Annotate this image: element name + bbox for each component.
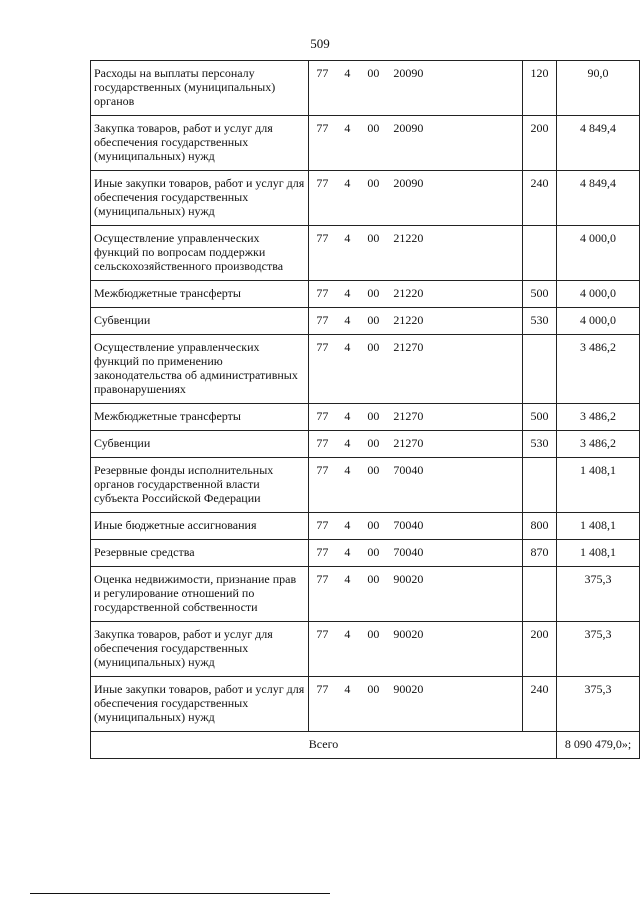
expense-type-code <box>523 335 557 404</box>
row-code <box>309 61 523 116</box>
row-code <box>309 116 523 171</box>
program-code: 77 <box>316 66 329 80</box>
item-code: 90020 <box>393 572 424 586</box>
row-code <box>309 513 523 540</box>
code-group <box>309 677 522 703</box>
row-name: Иные закупки товаров, работ и услуг для обеспечения государственных (муниципальных) нужд <box>91 677 309 732</box>
row-amount: 375,3 <box>557 622 640 677</box>
group-code: 00 <box>367 409 380 423</box>
subprogram-code: 4 <box>344 121 351 135</box>
group-code: 00 <box>367 627 380 641</box>
table-row <box>91 677 640 732</box>
group-code: 00 <box>367 518 380 532</box>
item-code: 70040 <box>393 463 424 477</box>
group-code: 00 <box>367 231 380 245</box>
item-code: 21270 <box>393 436 424 450</box>
row-amount: 4 000,0 <box>557 281 640 308</box>
group-code: 00 <box>367 340 380 354</box>
code-group <box>309 116 522 142</box>
table-row <box>91 281 640 308</box>
program-code: 77 <box>316 121 329 135</box>
item-code: 20090 <box>393 176 424 190</box>
table-row <box>91 171 640 226</box>
program-code: 77 <box>316 286 329 300</box>
group-code: 00 <box>367 572 380 586</box>
row-name: Осуществление управленческих функций по применению законодательства об административных правонарушениях <box>91 335 309 404</box>
row-code <box>309 677 523 732</box>
program-code: 77 <box>316 463 329 477</box>
row-name: Оценка недвижимости, признание прав и регулирование отношений по государственной собственности <box>91 567 309 622</box>
row-name: Межбюджетные трансферты <box>91 404 309 431</box>
item-code: 21220 <box>393 231 424 245</box>
table-row <box>91 458 640 513</box>
item-code: 70040 <box>393 518 424 532</box>
subprogram-code: 4 <box>344 436 351 450</box>
item-code: 21270 <box>393 340 424 354</box>
row-name: Иные бюджетные ассигнования <box>91 513 309 540</box>
table-row <box>91 567 640 622</box>
row-code <box>309 171 523 226</box>
total-amount: 8 090 479,0»; <box>557 732 640 759</box>
program-code: 77 <box>316 682 329 696</box>
expense-type-code: 200 <box>523 622 557 677</box>
expense-type-code: 870 <box>523 540 557 567</box>
item-code: 21220 <box>393 313 424 327</box>
row-amount: 1 408,1 <box>557 513 640 540</box>
table-row <box>91 404 640 431</box>
subprogram-code: 4 <box>344 409 351 423</box>
program-code: 77 <box>316 545 329 559</box>
row-name: Резервные средства <box>91 540 309 567</box>
item-code: 21220 <box>393 286 424 300</box>
table-row <box>91 335 640 404</box>
subprogram-code: 4 <box>344 572 351 586</box>
row-amount: 1 408,1 <box>557 540 640 567</box>
expense-type-code: 530 <box>523 431 557 458</box>
subprogram-code: 4 <box>344 463 351 477</box>
subprogram-code: 4 <box>344 340 351 354</box>
group-code: 00 <box>367 545 380 559</box>
subprogram-code: 4 <box>344 518 351 532</box>
code-group <box>309 513 522 539</box>
subprogram-code: 4 <box>344 545 351 559</box>
code-group <box>309 226 522 252</box>
subprogram-code: 4 <box>344 66 351 80</box>
program-code: 77 <box>316 627 329 641</box>
subprogram-code: 4 <box>344 231 351 245</box>
program-code: 77 <box>316 518 329 532</box>
row-amount: 4 000,0 <box>557 308 640 335</box>
code-group <box>309 622 522 648</box>
program-code: 77 <box>316 313 329 327</box>
expense-type-code: 120 <box>523 61 557 116</box>
group-code: 00 <box>367 436 380 450</box>
code-group <box>309 458 522 484</box>
row-code <box>309 335 523 404</box>
code-group <box>309 281 522 307</box>
footer-divider <box>30 893 330 894</box>
expense-type-code: 500 <box>523 404 557 431</box>
item-code: 90020 <box>393 627 424 641</box>
row-amount: 3 486,2 <box>557 431 640 458</box>
row-amount: 90,0 <box>557 61 640 116</box>
total-row <box>91 732 640 759</box>
budget-table <box>90 60 640 759</box>
row-name: Закупка товаров, работ и услуг для обеспечения государственных (муниципальных) нужд <box>91 116 309 171</box>
row-amount: 4 000,0 <box>557 226 640 281</box>
row-code <box>309 567 523 622</box>
program-code: 77 <box>316 436 329 450</box>
code-group <box>309 567 522 593</box>
expense-type-code: 530 <box>523 308 557 335</box>
row-code <box>309 308 523 335</box>
table-row <box>91 61 640 116</box>
row-code <box>309 622 523 677</box>
row-amount: 3 486,2 <box>557 335 640 404</box>
table-row <box>91 226 640 281</box>
row-code <box>309 226 523 281</box>
expense-type-code: 800 <box>523 513 557 540</box>
subprogram-code: 4 <box>344 313 351 327</box>
group-code: 00 <box>367 66 380 80</box>
group-code: 00 <box>367 121 380 135</box>
row-amount: 375,3 <box>557 677 640 732</box>
row-code <box>309 540 523 567</box>
row-code <box>309 431 523 458</box>
expense-type-code <box>523 458 557 513</box>
group-code: 00 <box>367 286 380 300</box>
table-row <box>91 513 640 540</box>
expense-type-code: 240 <box>523 171 557 226</box>
table-row <box>91 431 640 458</box>
row-amount: 1 408,1 <box>557 458 640 513</box>
table-row <box>91 540 640 567</box>
row-name: Осуществление управленческих функций по вопросам поддержки сельскохозяйственного производства <box>91 226 309 281</box>
row-name: Межбюджетные трансферты <box>91 281 309 308</box>
program-code: 77 <box>316 409 329 423</box>
row-name: Иные закупки товаров, работ и услуг для обеспечения государственных (муниципальных) нужд <box>91 171 309 226</box>
code-group <box>309 61 522 87</box>
row-code <box>309 404 523 431</box>
row-code <box>309 458 523 513</box>
subprogram-code: 4 <box>344 627 351 641</box>
subprogram-code: 4 <box>344 176 351 190</box>
expense-type-code <box>523 567 557 622</box>
item-code: 20090 <box>393 121 424 135</box>
row-name: Субвенции <box>91 431 309 458</box>
code-group <box>309 171 522 197</box>
code-group <box>309 540 522 566</box>
code-group <box>309 308 522 334</box>
table-row <box>91 116 640 171</box>
total-label: Всего <box>91 732 557 759</box>
code-group <box>309 335 522 361</box>
subprogram-code: 4 <box>344 286 351 300</box>
expense-type-code: 500 <box>523 281 557 308</box>
code-group <box>309 404 522 430</box>
item-code: 21270 <box>393 409 424 423</box>
program-code: 77 <box>316 340 329 354</box>
page-number: 509 <box>310 36 330 51</box>
group-code: 00 <box>367 463 380 477</box>
row-amount: 3 486,2 <box>557 404 640 431</box>
group-code: 00 <box>367 313 380 327</box>
row-name: Резервные фонды исполнительных органов государственной власти субъекта Российской Федерации <box>91 458 309 513</box>
program-code: 77 <box>316 572 329 586</box>
expense-type-code: 240 <box>523 677 557 732</box>
row-amount: 4 849,4 <box>557 171 640 226</box>
table-row <box>91 622 640 677</box>
program-code: 77 <box>316 176 329 190</box>
item-code: 90020 <box>393 682 424 696</box>
program-code: 77 <box>316 231 329 245</box>
expense-type-code <box>523 226 557 281</box>
table-row <box>91 308 640 335</box>
expense-type-code: 200 <box>523 116 557 171</box>
row-name: Закупка товаров, работ и услуг для обеспечения государственных (муниципальных) нужд <box>91 622 309 677</box>
item-code: 20090 <box>393 66 424 80</box>
row-name: Расходы на выплаты персоналу государственных (муниципальных) органов <box>91 61 309 116</box>
group-code: 00 <box>367 682 380 696</box>
row-amount: 375,3 <box>557 567 640 622</box>
row-code <box>309 281 523 308</box>
item-code: 70040 <box>393 545 424 559</box>
row-name: Субвенции <box>91 308 309 335</box>
subprogram-code: 4 <box>344 682 351 696</box>
row-amount: 4 849,4 <box>557 116 640 171</box>
group-code: 00 <box>367 176 380 190</box>
code-group <box>309 431 522 457</box>
